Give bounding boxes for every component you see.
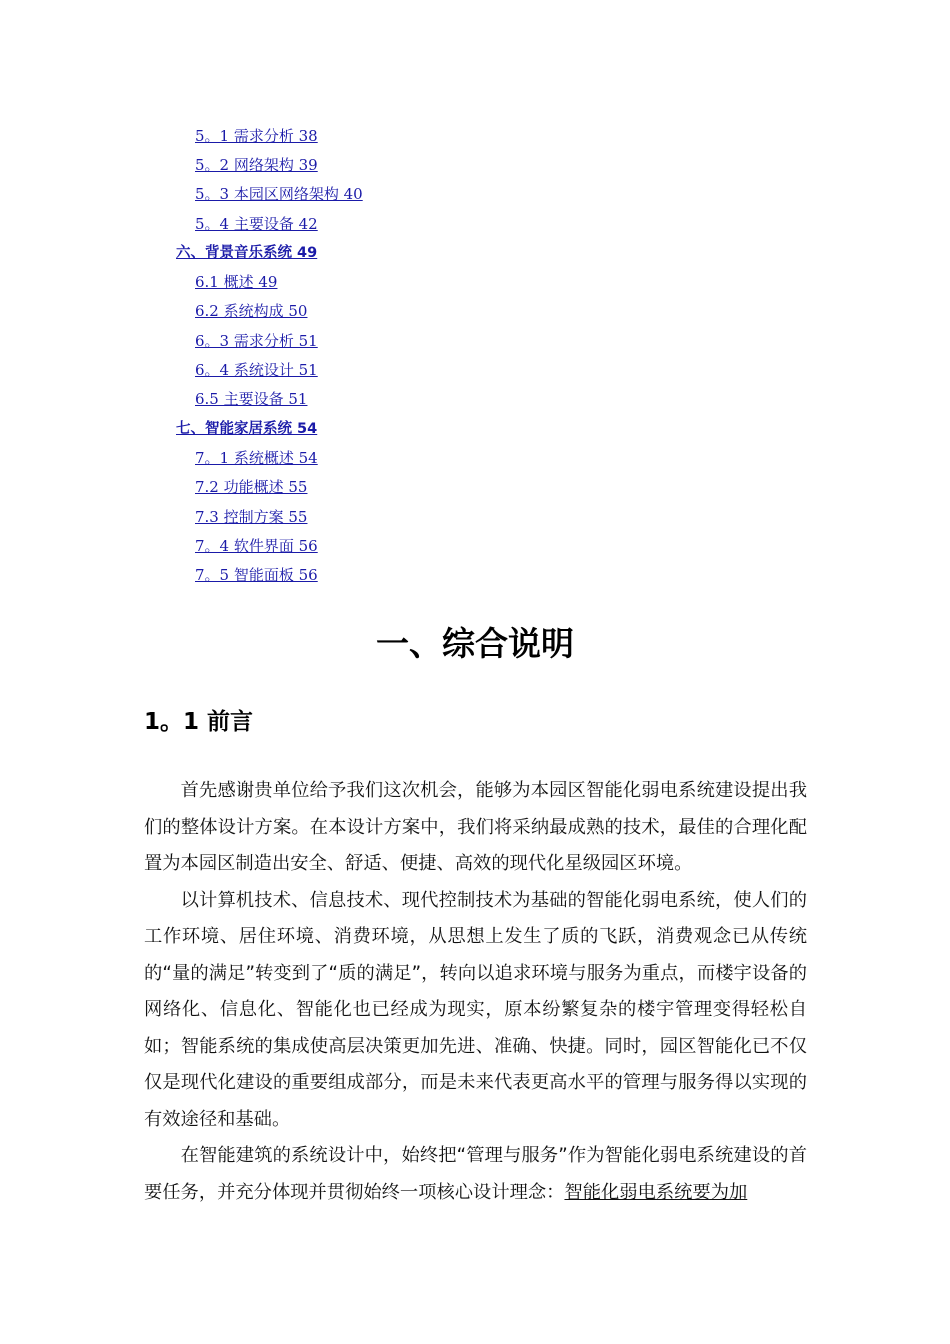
toc-link-chapter-7[interactable]: 七、智能家居系统 54 (176, 421, 318, 437)
section-title: 1。1 前言 (144, 709, 254, 735)
body-text (144, 773, 807, 1211)
toc-link-7-1[interactable]: 7。1 系统概述 54 (195, 449, 318, 467)
toc-link-6-5[interactable]: 6.5 主要设备 51 (195, 390, 308, 408)
chapter-title: 一、综合说明 (376, 624, 574, 663)
toc-link-6-4[interactable]: 6。4 系统设计 51 (195, 361, 318, 379)
toc-link-chapter-6[interactable]: 六、背景音乐系统 49 (176, 245, 318, 261)
paragraph-1: 首先感谢贵单位给予我们这次机会，能够为本园区智能化弱电系统建设提出我们的整体设计方案。在本设计方案中，我们将采纳最成熟的技术，最佳的合理化配置为本园区制造出安全、舒适、便捷、高效的现代化星级园区环境。 (144, 780, 807, 874)
paragraph-2: 以计算机技术、信息技术、现代控制技术为基础的智能化弱电系统，使人们的工作环境、居住环境、消费环境，从思想上发生了质的飞跃，消费观念已从传统的“量的满足”转变到了“质的满足”，转向以追求环境与服务为重点，而楼宇设备的网络化、信息化、智能化也已经成为现实，原本纷繁复杂的楼宇管理变得轻松自如；智能系统的集成使高层决策更加先进、准确、快捷。同时，园区智能化已不仅仅是现代化建设的重要组成部分，而是未来代表更高水平的管理与服务得以实现的有效途径和基础。 (144, 889, 807, 1130)
toc-link-6-3[interactable]: 6。3 需求分析 51 (195, 332, 318, 350)
paragraph-3-underlined-text: 智能化弱电系统要为加 (564, 1181, 748, 1203)
toc-link-5-1[interactable]: 5。1 需求分析 38 (195, 127, 318, 145)
toc-link-7-5[interactable]: 7。5 智能面板 56 (195, 566, 318, 584)
toc-link-5-3[interactable]: 5。3 本园区网络架构 40 (195, 185, 363, 203)
paragraph-3-text: 在智能建筑的系统设计中，始终把“管理与服务”作为智能化弱电系统建设的首要任务，并充分体现并贯彻始终一项核心设计理念： (144, 1145, 807, 1203)
toc-link-6-2[interactable]: 6.2 系统构成 50 (195, 302, 308, 320)
paragraph-3 (144, 1138, 807, 1211)
toc-link-5-2[interactable]: 5。2 网络架构 39 (195, 156, 318, 174)
toc-link-7-4[interactable]: 7。4 软件界面 56 (195, 537, 318, 555)
toc-link-5-4[interactable]: 5。4 主要设备 42 (195, 215, 318, 233)
toc-link-7-2[interactable]: 7.2 功能概述 55 (195, 478, 308, 496)
toc-link-7-3[interactable]: 7.3 控制方案 55 (195, 508, 308, 526)
toc-link-6-1[interactable]: 6.1 概述 49 (195, 273, 278, 291)
